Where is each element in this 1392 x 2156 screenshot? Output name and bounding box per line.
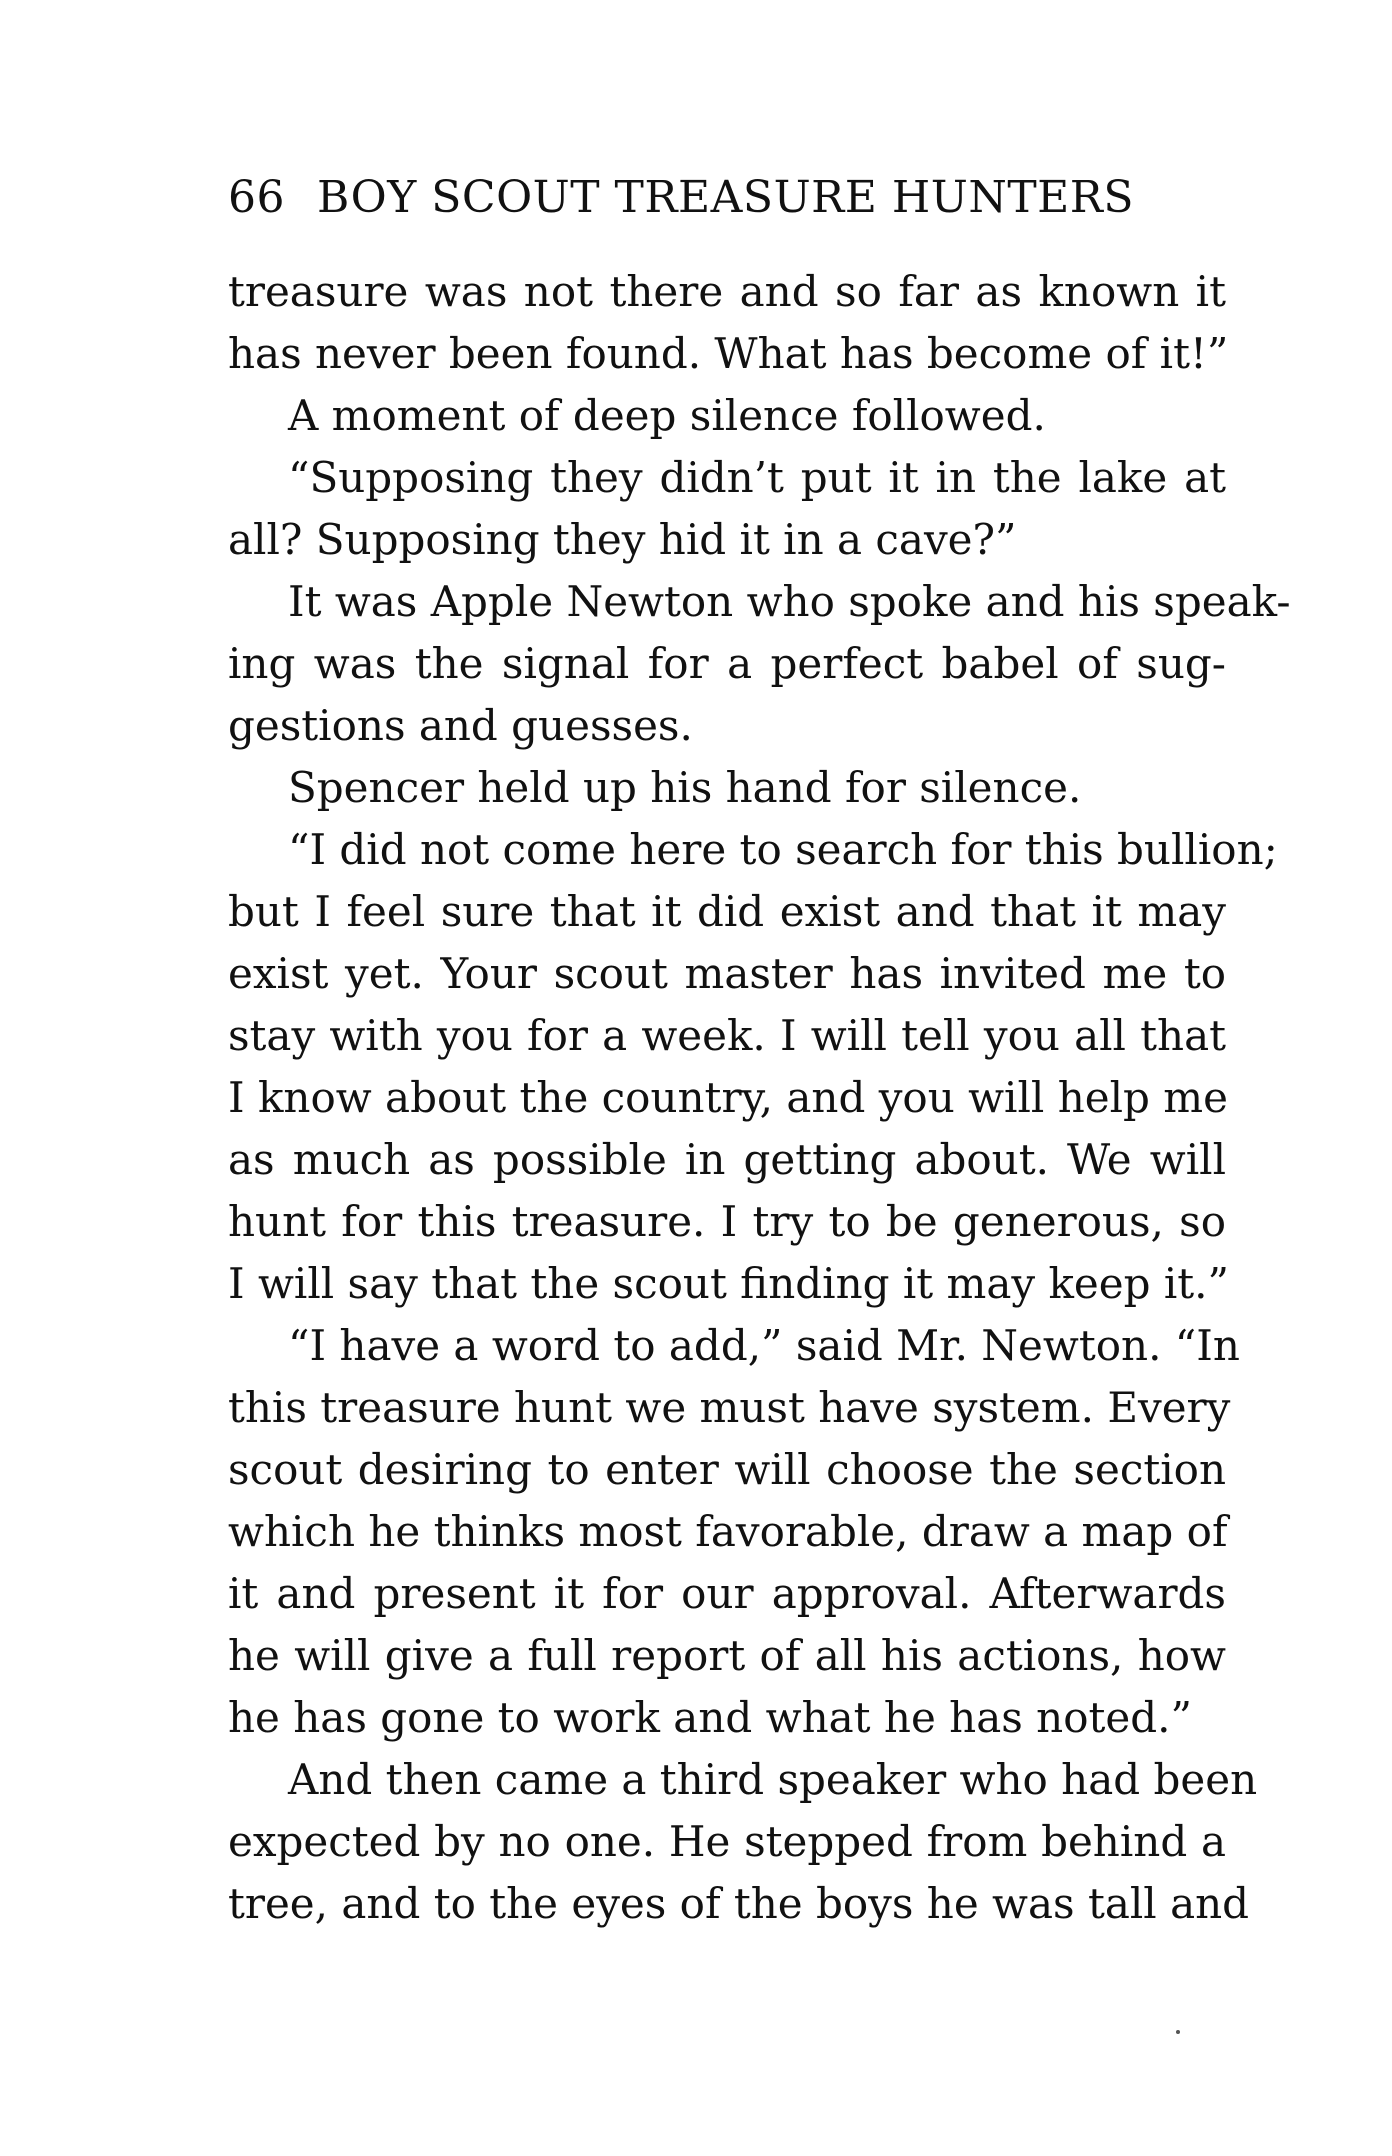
text-line: this treasure hunt we must have system. Every (228, 1383, 1231, 1432)
text-line: It was Apple Newton who spoke and his speak- (288, 577, 1291, 626)
text-line: “I have a word to add,” said Mr. Newton. “In (288, 1321, 1240, 1370)
text-line: gestions and guesses. (228, 701, 693, 750)
text-line: Spencer held up his hand for silence. (288, 763, 1082, 812)
text-line: “Supposing they didn’t put it in the lake at (288, 453, 1226, 502)
print-speck (1176, 2030, 1180, 2034)
text-line: A moment of deep silence followed. (288, 391, 1046, 440)
text-line: scout desiring to enter will choose the section (228, 1445, 1226, 1494)
text-line: hunt for this treasure. I try to be generous, so (228, 1197, 1226, 1246)
text-line: ing was the signal for a perfect babel of sug- (228, 639, 1226, 688)
text-line: has never been found. What has become of it!” (228, 329, 1229, 378)
running-header (228, 168, 1135, 228)
page-number: 66 (228, 172, 285, 223)
text-line: I know about the country, and you will help me (228, 1073, 1228, 1122)
text-line: as much as possible in getting about. We will (228, 1135, 1226, 1184)
text-line: it and present it for our approval. Afterwards (228, 1569, 1226, 1618)
text-line: I will say that the scout finding it may keep it.” (228, 1259, 1229, 1308)
text-line: expected by no one. He stepped from behind a (228, 1817, 1226, 1866)
text-line: “I did not come here to search for this bullion; (288, 825, 1278, 874)
text-line: exist yet. Your scout master has invited me to (228, 949, 1226, 998)
text-line: he will give a full report of all his actions, how (228, 1631, 1226, 1680)
text-line: stay with you for a week. I will tell you all that (228, 1011, 1226, 1060)
text-line: but I feel sure that it did exist and that it may (228, 887, 1226, 936)
text-line: all? Supposing they hid it in a cave?” (228, 515, 1017, 564)
text-line: And then came a third speaker who had been (288, 1755, 1258, 1804)
text-line: treasure was not there and so far as known it (228, 267, 1226, 316)
running-title: BOY SCOUT TREASURE HUNTERS (317, 172, 1135, 223)
text-line: tree, and to the eyes of the boys he was tall and (228, 1879, 1250, 1928)
text-line: he has gone to work and what he has noted.” (228, 1693, 1192, 1742)
text-line: which he thinks most favorable, draw a map of (228, 1507, 1228, 1556)
